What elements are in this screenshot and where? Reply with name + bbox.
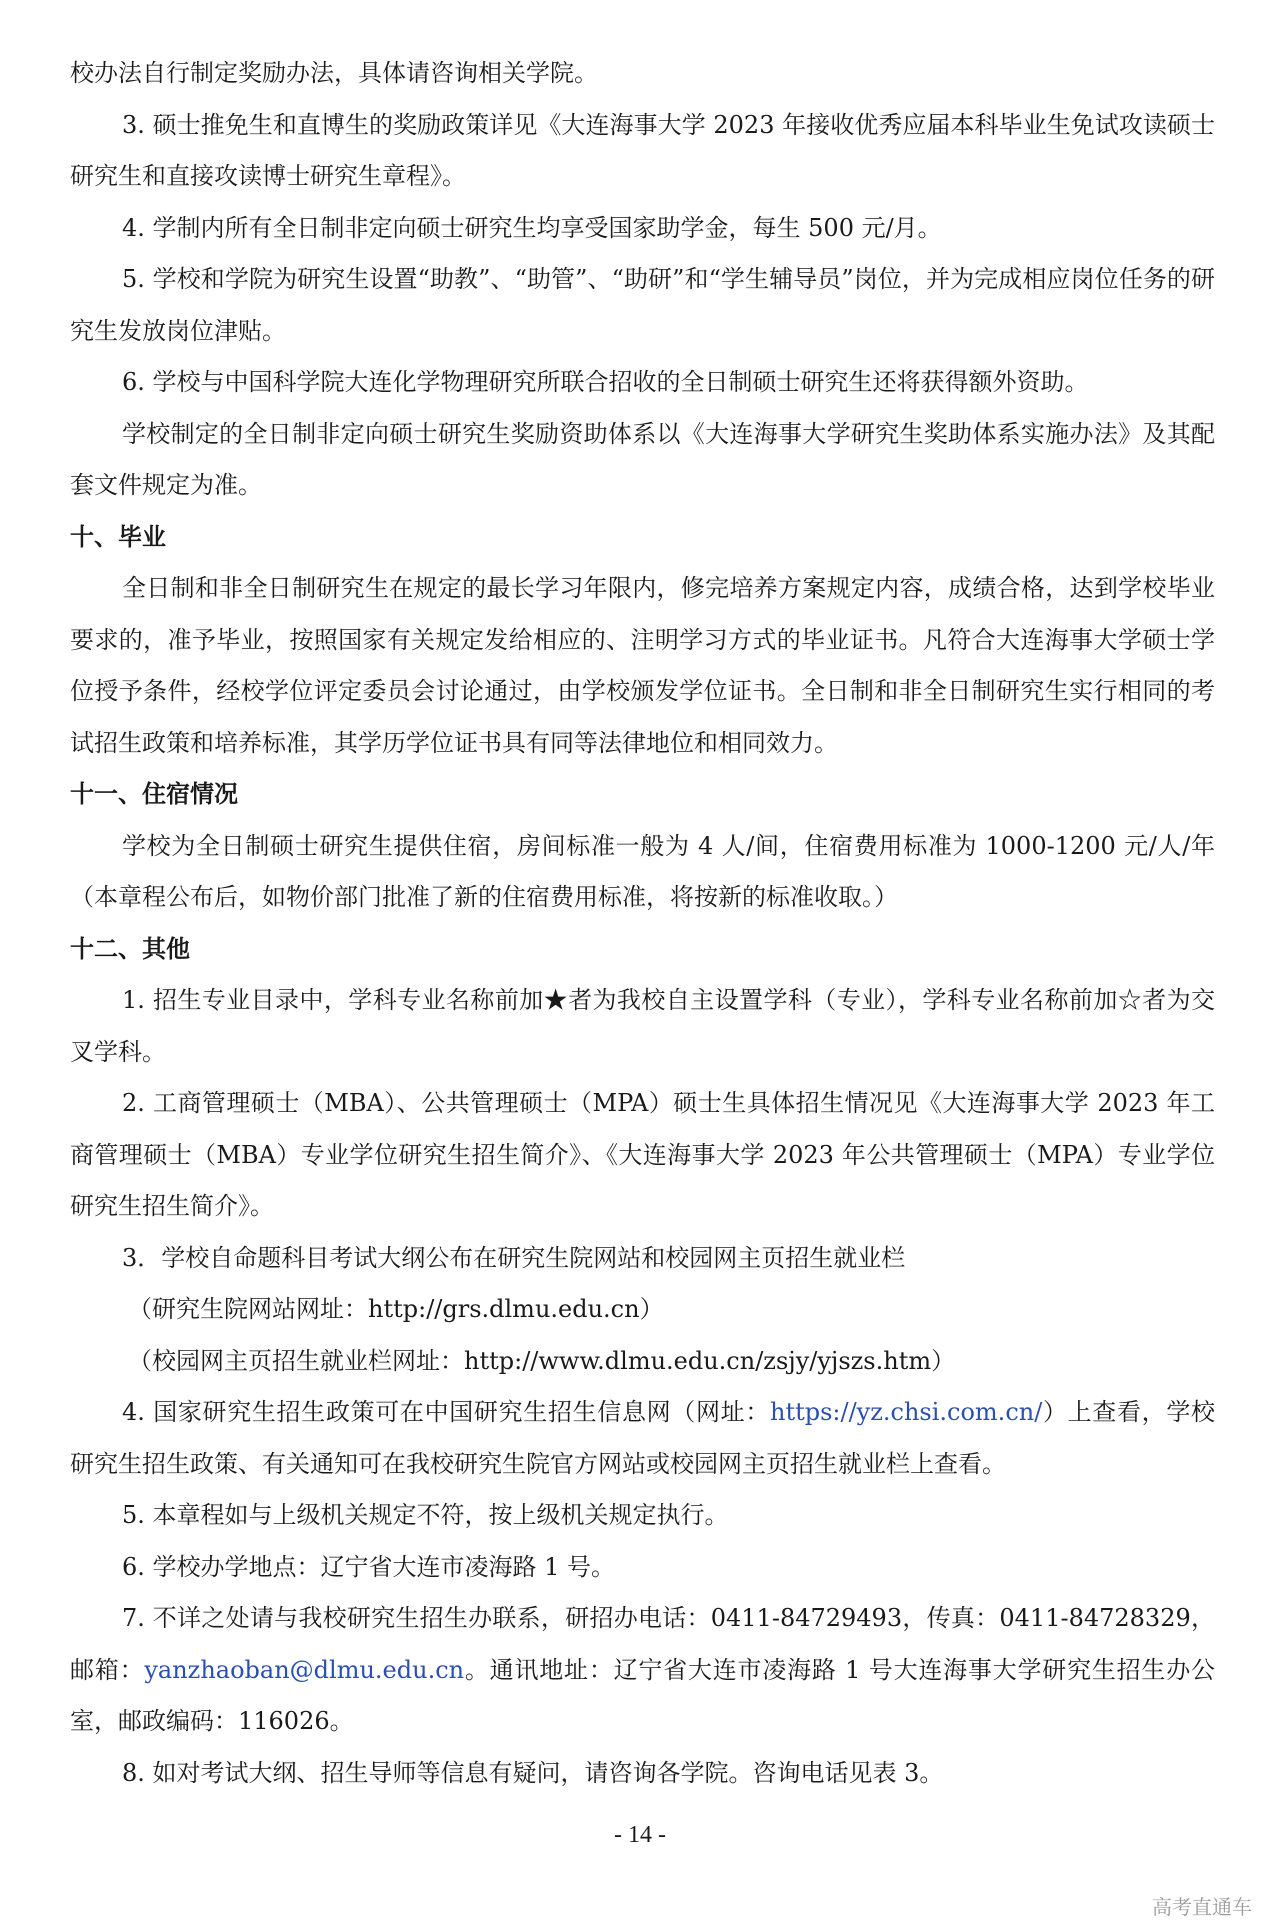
section-heading-accommodation: 十一、住宿情况	[70, 780, 238, 808]
paragraph: 3．学校自命题科目考试大纲公布在研究生院网站和校园网主页招生就业栏	[122, 1243, 906, 1272]
paragraph: 6. 学校与中国科学院大连化学物理研究所联合招收的全日制硕士研究生还将获得额外资助。	[122, 368, 1089, 396]
page-number: - 14 -	[614, 1822, 666, 1848]
paragraph	[70, 1593, 1215, 1748]
paragraph-text: 4. 国家研究生招生政策可在中国研究生招生信息网（网址：	[122, 1398, 770, 1426]
email-link[interactable]: yanzhaoban@dlmu.edu.cn	[144, 1655, 465, 1684]
paragraph-text: 7. 不详之处请与我校研究生招生办联系，研招办电话：0411-84729493，传真：0411-84728329，邮箱：	[70, 1604, 1215, 1684]
paragraph: 2. 工商管理硕士（MBA）、公共管理硕士（MPA）硕士生具体招生情况见《大连海事大学 2023 年工商管理硕士（MBA）专业学位研究生招生简介》、《大连海事大学 2023 年公共管理硕士（MPA）专业学位研究生招生简介》。	[70, 1089, 1215, 1220]
paragraph: 8. 如对考试大纲、招生导师等信息有疑问，请咨询各学院。咨询电话见表 3。	[122, 1758, 944, 1787]
paragraph-text: ）上查看，学校研究生招生政策、有关通知可在我校研究生院官方网站或校园网主页招生就业栏上查看。	[70, 1398, 1215, 1478]
paragraph: 全日制和非全日制研究生在规定的最长学习年限内，修完培养方案规定内容，成绩合格，达到学校毕业要求的，准予毕业，按照国家有关规定发给相应的、注明学习方式的毕业证书。凡符合大连海事大学硕士学位授予条件，经校学位评定委员会讨论通过，由学校颁发学位证书。全日制和非全日制研究生实行相同的考试招生政策和培养标准，其学历学位证书具有同等法律地位和相同效力。	[70, 574, 1215, 757]
paragraph: 1. 招生专业目录中，学科专业名称前加★者为我校自主设置学科（专业），学科专业名称前加☆者为交叉学科。	[70, 986, 1215, 1066]
section-heading-graduation: 十、毕业	[70, 522, 166, 551]
paragraph: （研究生院网站网址：http://grs.dlmu.edu.cn）	[128, 1295, 664, 1323]
paragraph-text: 。通讯地址：辽宁省大连市凌海路 1 号大连海事大学研究生招生办公室，邮政编码：116026。	[70, 1655, 1215, 1735]
paragraph: （校园网主页招生就业栏网址：http://www.dlmu.edu.cn/zsjy/yjszs.htm）	[128, 1346, 956, 1375]
chsi-link[interactable]: https://yz.chsi.com.cn/	[770, 1398, 1043, 1426]
paragraph	[70, 1387, 1215, 1490]
paragraph: 6. 学校办学地点：辽宁省大连市凌海路 1 号。	[122, 1552, 616, 1581]
watermark: 高考直通车	[1152, 1895, 1252, 1919]
paragraph: 校办法自行制定奖励办法，具体请咨询相关学院。	[70, 59, 598, 87]
paragraph: 学校为全日制硕士研究生提供住宿，房间标准一般为 4 人/间，住宿费用标准为 1000-1200 元/人/年（本章程公布后，如物价部门批准了新的住宿费用标准，将按新的标准收取。）	[70, 831, 1215, 911]
section-heading-other: 十二、其他	[70, 934, 190, 963]
document-body	[70, 48, 1215, 1799]
paragraph: 5. 学校和学院为研究生设置“助教”、“助管”、“助研”和“学生辅导员”岗位，并为完成相应岗位任务的研究生发放岗位津贴。	[70, 265, 1215, 345]
paragraph: 学校制定的全日制非定向硕士研究生奖励资助体系以《大连海事大学研究生奖助体系实施办法》及其配套文件规定为准。	[70, 419, 1215, 499]
paragraph: 3. 硕士推免生和直博生的奖励政策详见《大连海事大学 2023 年接收优秀应届本科毕业生免试攻读硕士研究生和直接攻读博士研究生章程》。	[70, 110, 1215, 190]
paragraph: 4. 学制内所有全日制非定向硕士研究生均享受国家助学金，每生 500 元/月。	[122, 213, 942, 242]
paragraph: 5. 本章程如与上级机关规定不符，按上级机关规定执行。	[122, 1501, 729, 1529]
